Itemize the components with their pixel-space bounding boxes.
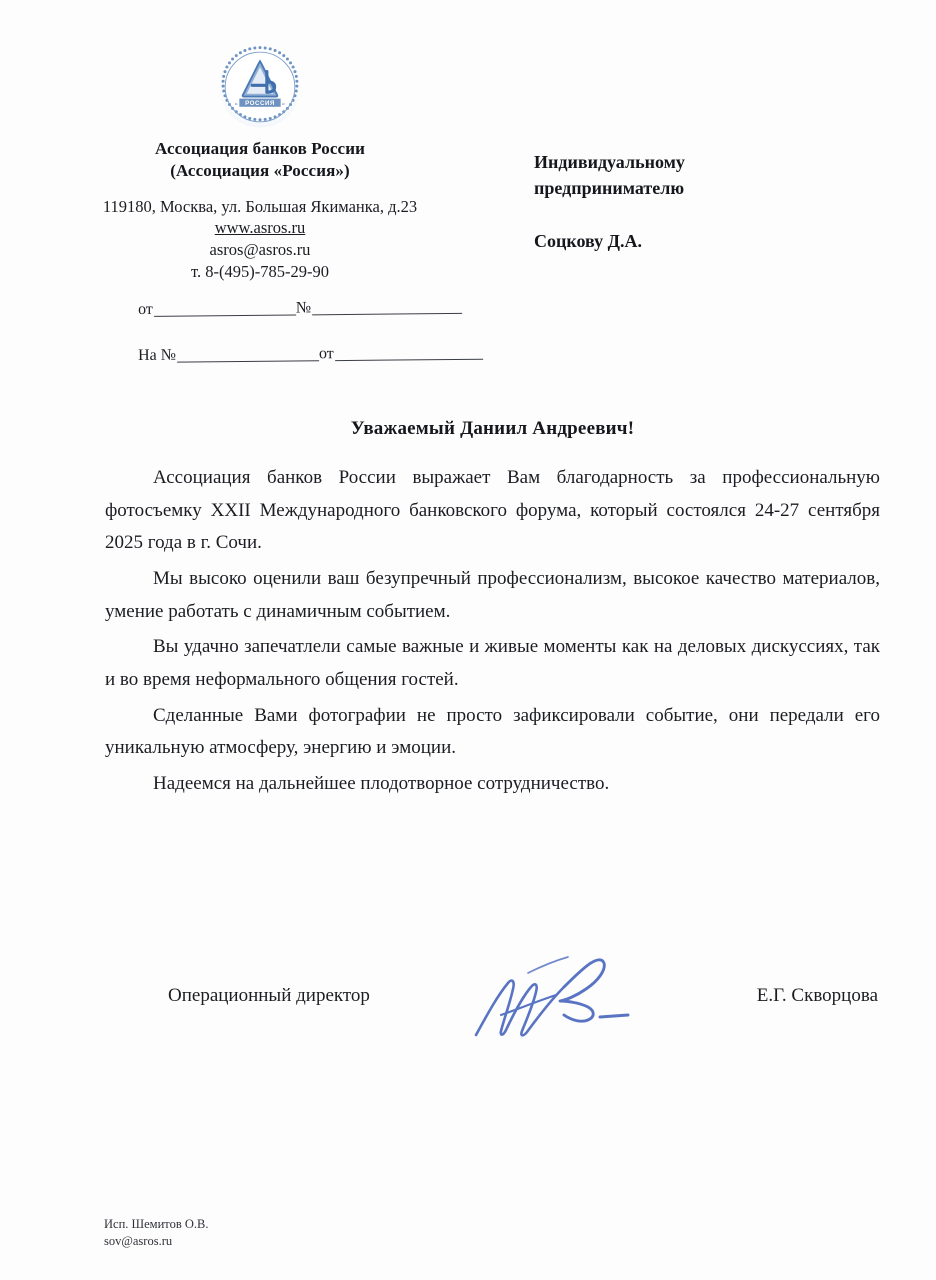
signer-name: Е.Г. Скворцова (756, 985, 878, 1006)
asros-circular-seal-logo (217, 44, 303, 130)
letterhead (0, 44, 520, 283)
svg-text:«: « (234, 101, 238, 108)
phone-number: т. 8-(495)-785-29-90 (191, 262, 329, 282)
executor-name: Исп. Шемитов О.В. (104, 1217, 209, 1231)
label-reply-to-date: от (318, 345, 334, 363)
addressee-block (534, 150, 864, 255)
addressee-line1: Индивидуальному (534, 152, 685, 172)
letterhead-contacts (0, 196, 520, 284)
executor-email[interactable]: sov@asros.ru (104, 1233, 173, 1248)
outgoing-reference-row (138, 283, 483, 320)
label-number: № (295, 299, 312, 317)
svg-text:РОССИЯ: РОССИЯ (245, 99, 275, 107)
email-address[interactable]: asros@asros.ru (209, 240, 311, 260)
executor-footer (104, 1216, 208, 1250)
addressee-line2: предпринимателю (534, 177, 685, 198)
signer-title: Операционный директор (168, 985, 370, 1006)
svg-text:»: » (281, 101, 286, 108)
organization-name (0, 138, 520, 182)
label-date-from: от (137, 300, 153, 318)
salutation: Уважаемый Даниил Андреевич! (350, 418, 635, 439)
field-reply-to-number[interactable] (177, 359, 319, 362)
field-reply-to-date[interactable] (335, 358, 483, 361)
addressee-person: Соцкову Д.А. (534, 231, 643, 252)
incoming-reference-row (138, 329, 483, 366)
field-number[interactable] (312, 312, 462, 315)
paragraph-1: Ассоциация банков России выражает Вам благодарность за профессиональную фотосъемку XXII Международного банковского форума, который состоялся 24-27 сентября 2025 года в г. Сочи. (105, 467, 880, 554)
postal-address: 119180, Москва, ул. Большая Якиманка, д.23 (102, 196, 418, 216)
paragraph-3: Вы удачно запечатлели самые важные и живые моменты как на деловых дискуссиях, так и во время неформального общения гостей. (105, 636, 880, 691)
paragraph-5: Надеемся на дальнейшее плодотворное сотрудничество. (153, 773, 610, 795)
paragraph-4: Сделанные Вами фотографии не просто зафиксировали событие, они передали его уникальную атмосферу, энергию и эмоции. (105, 704, 880, 759)
letter-body (105, 418, 880, 804)
website-link[interactable]: www.asros.ru (214, 218, 306, 238)
label-reply-to-number: На № (137, 346, 177, 364)
handwritten-signature (468, 943, 658, 1053)
reference-number-fields (138, 286, 483, 366)
org-name-line2: (Ассоциация «Россия») (170, 160, 350, 180)
org-name-line1: Ассоциация банков России (155, 139, 365, 158)
field-date-from[interactable] (154, 313, 296, 316)
paragraph-2: Мы высоко оценили ваш безупречный профессионализм, высокое качество материалов, умение работать с динамичным событием. (105, 568, 880, 622)
